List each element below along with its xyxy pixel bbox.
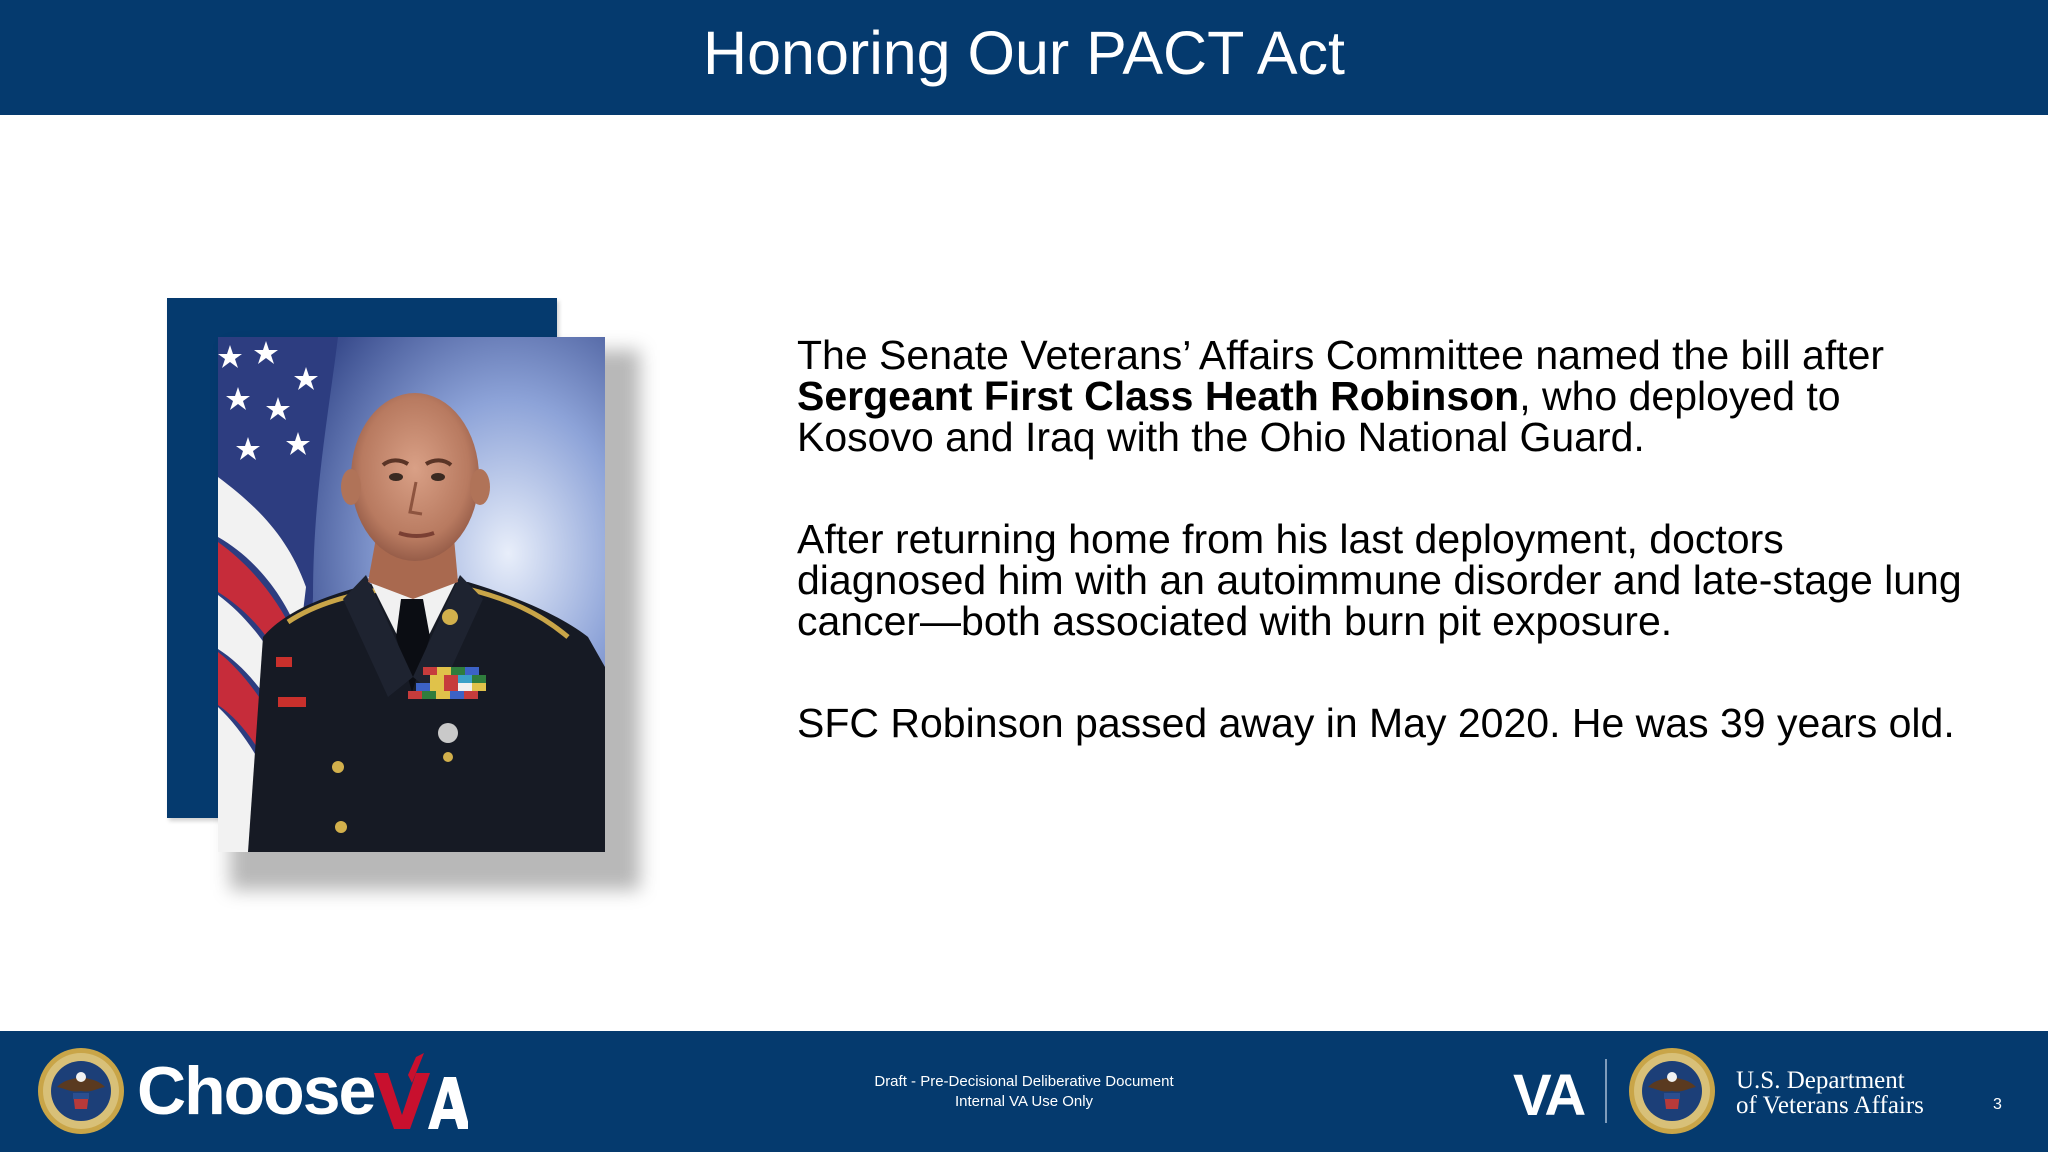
paragraph-diagnosis: After returning home from his last deployment, doctors diagnosed him with an autoimmune disorder and late-stage lung cancer—both associated with burn pit exposure.: [797, 516, 1962, 644]
paragraph-passing: SFC Robinson passed away in May 2020. He was 39 years old.: [797, 700, 1955, 746]
choose-va-mark-icon: [372, 1053, 468, 1135]
paragraph-1-text-end: , who deployed to Kosovo and Iraq with the Ohio National Guard.: [797, 373, 1841, 460]
page-number: 3: [1993, 1096, 2002, 1113]
va-seal-icon: [37, 1047, 125, 1135]
choose-word: Choose: [137, 1053, 375, 1129]
slide-title: Honoring Our PACT Act: [703, 19, 1345, 87]
disclaimer-line-1: Draft - Pre-Decisional Deliberative Document: [874, 1073, 1174, 1090]
va-wordmark: VA: [1513, 1063, 1584, 1128]
department-name-line-1: U.S. Department: [1736, 1067, 1905, 1094]
paragraph-1-text-start: The Senate Veterans’ Affairs Committee named the bill after: [797, 332, 1885, 378]
soldier-portrait-photo: [218, 337, 605, 852]
slide-header: [0, 0, 2048, 115]
paragraph-bill-naming: [797, 332, 1977, 460]
logo-divider: [1605, 1059, 1607, 1123]
choose-va-logo: [137, 1053, 467, 1135]
va-seal-icon: [1628, 1047, 1716, 1135]
slide-footer: [0, 1031, 2048, 1152]
honoree-name: Sergeant First Class Heath Robinson: [797, 373, 1520, 419]
department-name-line-2: of Veterans Affairs: [1736, 1092, 1924, 1119]
portrait-image: [218, 337, 605, 852]
disclaimer-line-2: Internal VA Use Only: [954, 1093, 1094, 1110]
slide-body-text: [797, 332, 1977, 805]
draft-disclaimer: [824, 1072, 1224, 1112]
department-name: [1736, 1068, 1924, 1118]
